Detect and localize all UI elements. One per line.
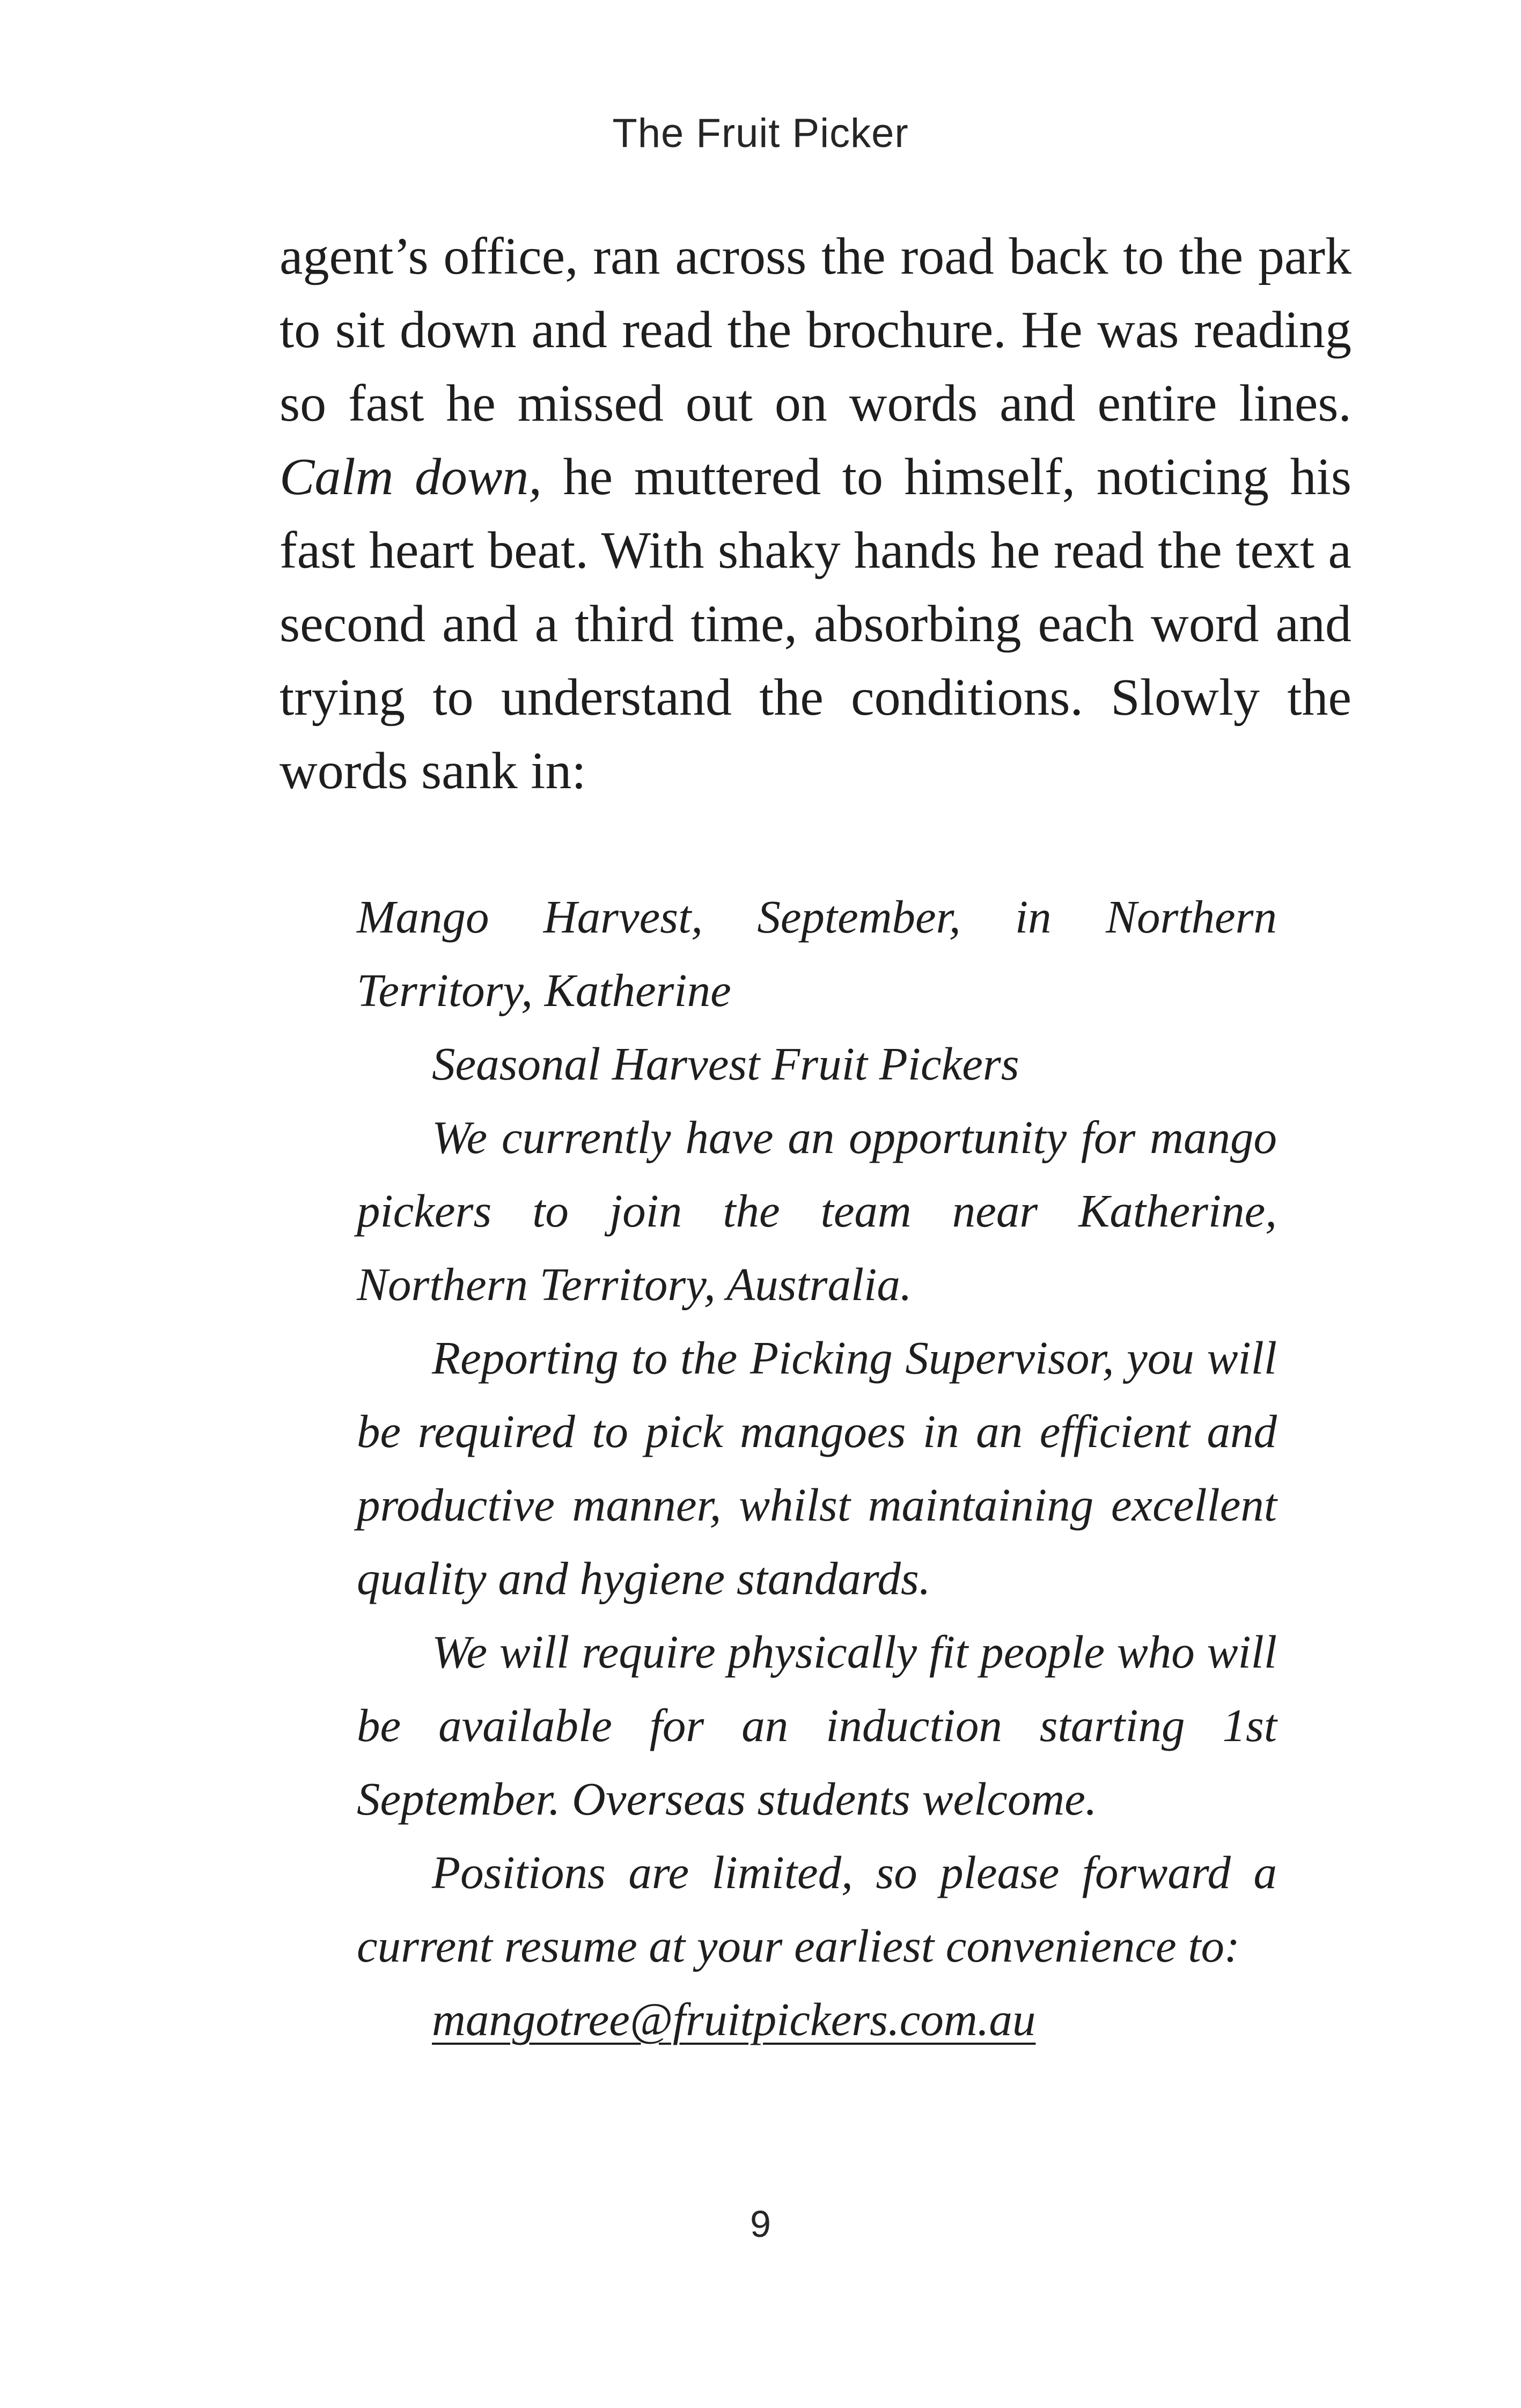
narrative-text-before: agent’s office, ran across the road back to the park to sit down and read the brochure. He was reading so fast he missed out on words and entire lines. (280, 227, 1351, 432)
ad-paragraph-duties: Reporting to the Picking Supervisor, you will be required to pick mangoes in an efficient and productive manner, whilst maintaining excellent quality and hygiene standards. (357, 1332, 1277, 1604)
narrative-italic-phrase: Calm down, (280, 448, 542, 506)
narrative-paragraph (280, 220, 1351, 808)
ad-paragraph-opportunity: We currently have an opportunity for mango pickers to join the team near Katherine, Northern Territory, Australia. (357, 1111, 1277, 1310)
ad-email-line (357, 1983, 1277, 2056)
running-head-title: The Fruit Picker (612, 111, 909, 156)
ad-subheading: Seasonal Harvest Fruit Pickers (432, 1038, 1019, 1090)
ad-paragraph-apply: Positions are limited, so please forward a current resume at your earliest convenience to: (357, 1846, 1277, 1972)
ad-paragraph-requirements: We will require physically fit people who will be available for an induction starting 1st September. Overseas students welcome. (357, 1626, 1277, 1825)
job-advertisement (357, 880, 1277, 2056)
ad-heading: Mango Harvest, September, in Northern Territory, Katherine (357, 891, 1277, 1016)
page-number: 9 (750, 2203, 771, 2245)
narrative-text-after: he muttered to himself, noticing his fast heart beat. With shaky hands he read the text a second and a third time, absorbing each word and trying to understand the conditions. Slowly the words sank in: (280, 448, 1351, 800)
ad-email-link[interactable]: mangotree@fruitpickers.com.au (432, 1993, 1036, 2045)
